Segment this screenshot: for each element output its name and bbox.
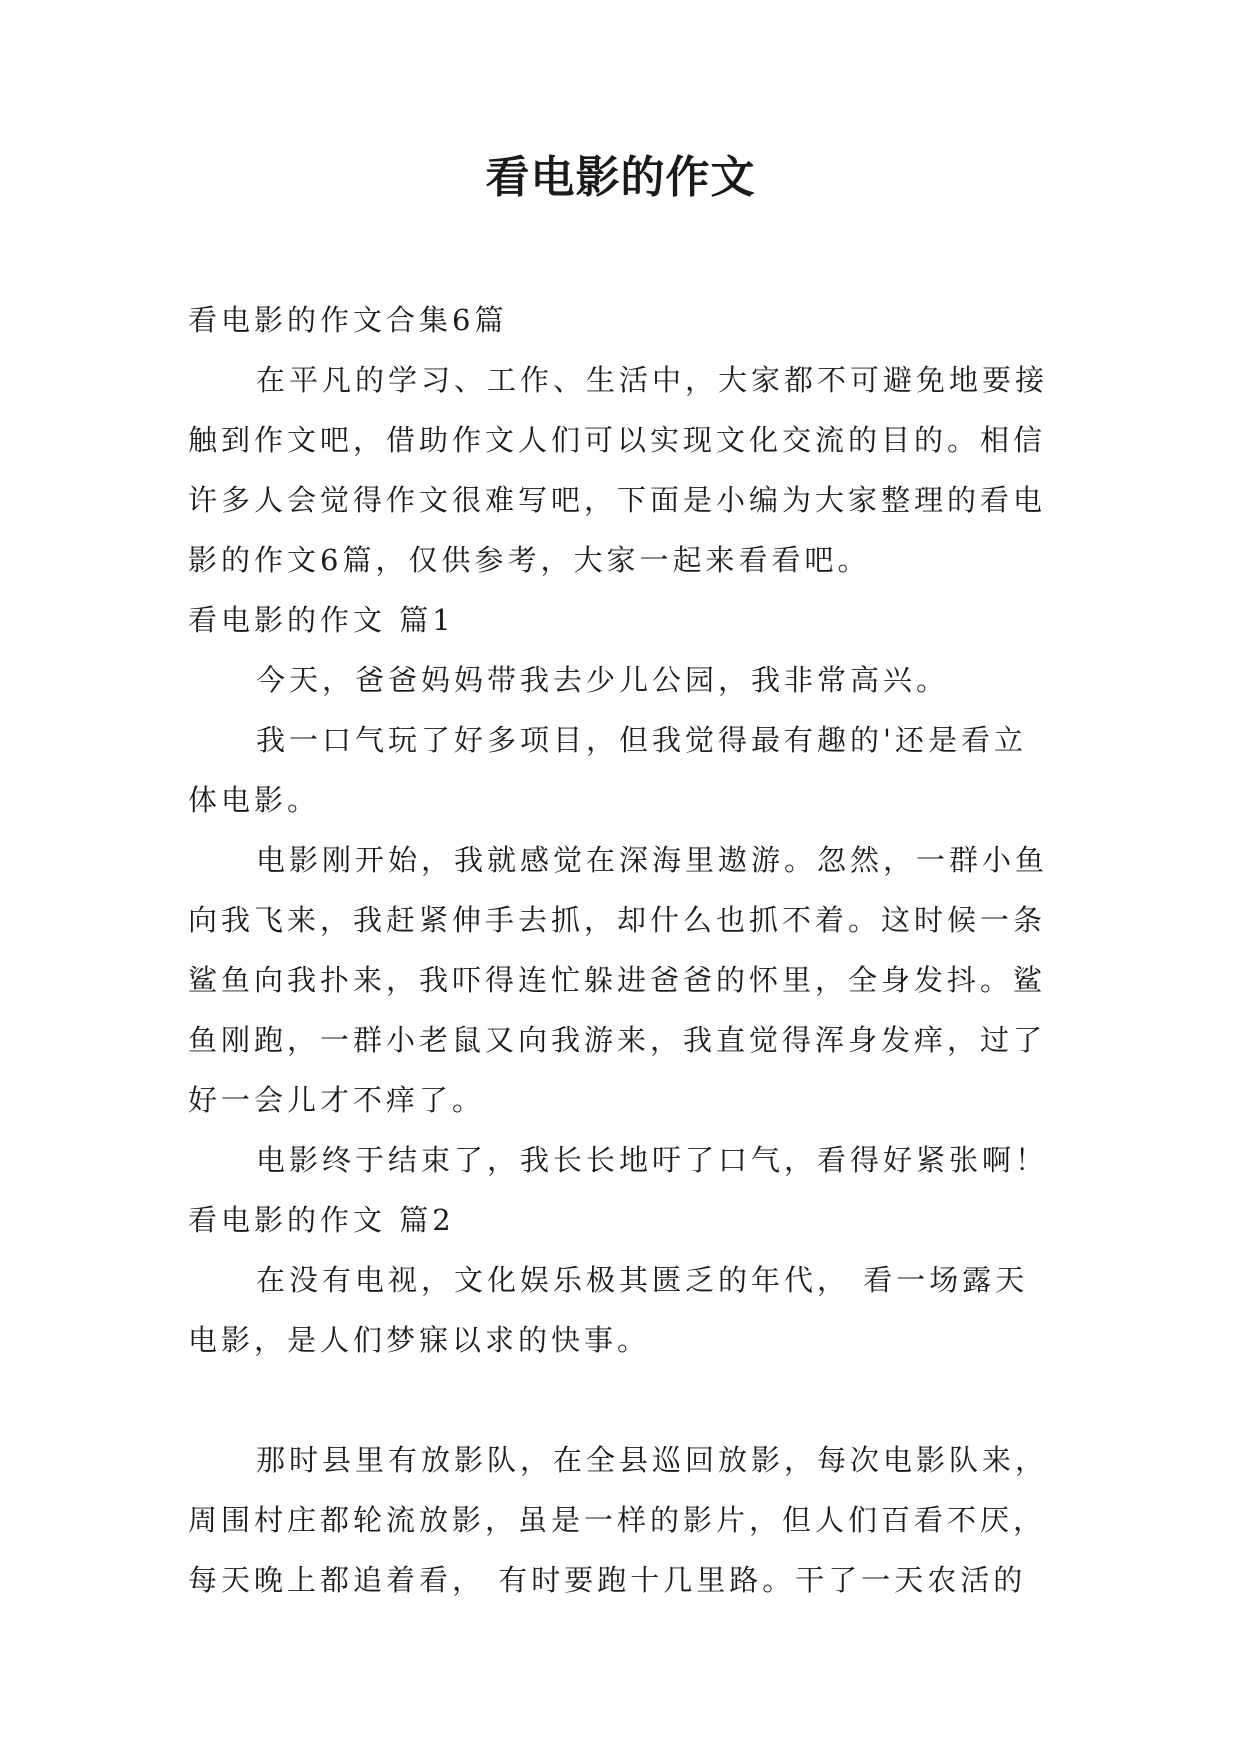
text-line: 好一会儿才不痒了。 xyxy=(188,1083,486,1117)
text-line: 体电影。 xyxy=(188,783,321,817)
text-line: 许多人会觉得作文很难写吧，下面是小编为大家整理的看电 xyxy=(188,483,1047,517)
text-line: 看电影的作文 篇2 xyxy=(188,1203,455,1237)
text-line: 看电影的作文 篇1 xyxy=(188,603,455,637)
text-line: 电影刚开始，我就感觉在深海里遨游。忽然，一群小鱼 xyxy=(256,843,1049,877)
text-line: 看电影的作文合集6篇 xyxy=(188,303,508,337)
text-line: 今天，爸爸妈妈带我去少儿公园，我非常高兴。 xyxy=(256,663,950,697)
text-line: 鱼刚跑，一群小老鼠又向我游来，我直觉得浑身发痒，过了 xyxy=(188,1023,1047,1057)
text-line: 电影终于结束了，我长长地吁了口气，看得好紧张啊！ xyxy=(256,1143,1049,1177)
document-body xyxy=(188,290,1058,1610)
text-line: 触到作文吧，借助作文人们可以实现文化交流的目的。相信 xyxy=(188,423,1047,457)
text-line: 那时县里有放影队，在全县巡回放影，每次电影队来， xyxy=(256,1443,1049,1477)
text-line: 周围村庄都轮流放影，虽是一样的影片，但人们百看不厌， xyxy=(188,1503,1047,1537)
document-title: 看电影的作文 xyxy=(485,152,756,203)
text-line: 鲨鱼向我扑来，我吓得连忙躲进爸爸的怀里，全身发抖。鲨 xyxy=(188,963,1047,997)
text-line: 在平凡的学习、工作、生活中，大家都不可避免地要接 xyxy=(256,363,1049,397)
text-line: 在没有电视，文化娱乐极其匮乏的年代， 看一场露天 xyxy=(256,1263,1029,1297)
blank-line xyxy=(188,1370,1058,1430)
text-line: 向我飞来，我赶紧伸手去抓，却什么也抓不着。这时候一条 xyxy=(188,903,1047,937)
text-line: 我一口气玩了好多项目，但我觉得最有趣的'还是看立 xyxy=(256,723,1027,757)
text-line: 电影，是人们梦寐以求的快事。 xyxy=(188,1323,651,1357)
text-line: 影的作文6篇，仅供参考，大家一起来看看吧。 xyxy=(188,543,871,577)
text-line: 每天晚上都追着看， 有时要跑十几里路。干了一天农活的 xyxy=(188,1563,1027,1597)
